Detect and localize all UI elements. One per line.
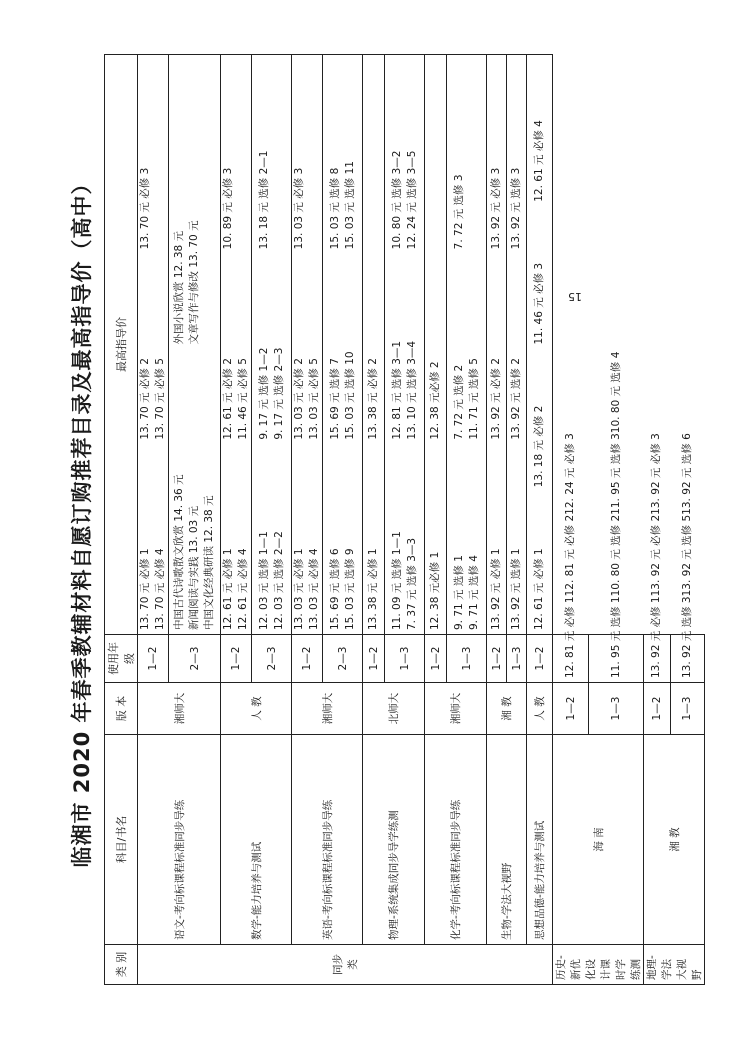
grade-range: 2—3 — [323, 635, 363, 683]
price-entry: 13. 10 元 选修 3—4 — [405, 340, 418, 440]
price-entry: 11. 46 元 必修 3 — [533, 262, 545, 345]
price-entry: 13. 92 元 选修 6 — [680, 433, 693, 515]
price-cell — [487, 55, 507, 635]
header-type: 类 别 — [105, 945, 138, 985]
page-title: 临湘市 2020 年春季教辅材料自愿订购推荐目录及最高指导价（高中） — [70, 172, 94, 868]
price-entry — [153, 59, 168, 249]
price-entry: 13. 92 元 必修 2 — [650, 514, 663, 597]
grade-range: 1—3 — [447, 635, 487, 683]
book-title: 地理-学法大视野 — [644, 945, 705, 985]
grade-range: 1—2 — [221, 635, 252, 683]
price-line — [172, 59, 187, 630]
price-entry: 13. 92 元 必修 1 — [650, 596, 663, 678]
price-line — [563, 433, 578, 678]
price-entry: 12. 61 元 必修 1 — [222, 548, 234, 630]
price-line — [221, 59, 236, 630]
grade-range: 1—2 — [487, 635, 507, 683]
price-entry — [307, 59, 322, 249]
price-cell — [447, 55, 487, 635]
price-cell — [138, 55, 169, 635]
price-line — [257, 59, 272, 630]
price-entry: 13. 38 元 必修 1 — [367, 548, 379, 630]
book-title: 思想品德-能力培养与测试 — [527, 735, 553, 945]
table-row — [292, 55, 323, 985]
table-row — [221, 55, 252, 985]
price-entry: 15. 03 元 选修 9 — [343, 548, 356, 630]
price-entry — [366, 59, 381, 249]
price-line — [272, 59, 287, 630]
price-cell — [169, 55, 221, 635]
page-number: 15 — [568, 290, 582, 303]
price-entry: 12. 61 元 必修 4 — [237, 548, 249, 630]
grade-range: 1—2 — [292, 635, 323, 683]
header-price: 最高指导价 — [105, 55, 138, 635]
price-line — [609, 351, 624, 678]
book-title: 语文-考向标课程标准同步导练 — [138, 735, 221, 945]
price-entry: 7. 72 元 选修 2 — [452, 364, 465, 440]
price-entry — [467, 59, 482, 249]
price-line — [405, 59, 420, 630]
header-version: 版 本 — [105, 683, 138, 735]
catalog-table — [104, 54, 705, 985]
grade-range: 1—3 — [670, 683, 704, 735]
price-entry: 11. 95 元 选修 3 — [609, 433, 622, 515]
price-entry: 15. 03 元 选修 10 — [343, 351, 356, 440]
price-entry: 13. 92 元 选修 2 — [510, 358, 522, 440]
price-entry: 13. 03 元 必修 1 — [293, 548, 305, 630]
price-entry — [428, 59, 443, 249]
price-line — [649, 433, 664, 678]
price-entry: 中国古代诗歌散文欣赏 14. 36 元 — [173, 474, 185, 630]
price-entry: 13. 92 元 选修 3 — [510, 167, 522, 250]
book-title: 生物-学法大视野 — [487, 735, 527, 945]
table-row — [553, 55, 589, 985]
price-line — [236, 59, 251, 630]
price-entry: 13. 38 元 必修 2 — [367, 358, 379, 440]
grade-range: 1—2 — [138, 635, 169, 683]
price-entry: 11. 95 元 选修 1 — [609, 596, 622, 678]
price-line — [328, 59, 343, 630]
price-line — [467, 59, 482, 630]
price-line — [292, 59, 307, 630]
publisher-version: 海 南 — [553, 735, 644, 945]
price-entry: 11. 09 元 选修 1—1 — [390, 531, 403, 630]
price-line — [509, 59, 524, 630]
grade-range: 2—3 — [252, 635, 292, 683]
price-entry: 15. 03 元 选修 11 — [343, 161, 356, 250]
price-line — [366, 59, 381, 630]
price-entry: 12. 81 元 必修 1 — [564, 596, 577, 678]
price-entry: 13. 70 元 必修 1 — [139, 548, 151, 630]
grade-range: 1—2 — [527, 635, 553, 683]
price-entry: 中国文化经典研读 12. 38 元 — [203, 495, 215, 630]
price-entry: 12. 38 元必修 2 — [429, 361, 441, 440]
price-cell — [589, 351, 644, 683]
price-entry — [236, 59, 251, 249]
price-line — [428, 59, 443, 630]
price-entry: 13. 92 元 必修 3 — [490, 167, 502, 250]
price-entry: 外国小说欣赏 12. 38 元 — [173, 230, 185, 345]
grade-range: 1—2 — [425, 635, 447, 683]
price-cell — [323, 55, 363, 635]
price-entry: 12. 03 元 选修 1—1 — [257, 531, 270, 630]
table-row — [425, 55, 447, 985]
publisher-version: 湘师大 — [292, 683, 363, 735]
price-cell — [670, 433, 704, 683]
book-title: 化学-考向标课程标准同步导练 — [425, 735, 487, 945]
price-entry: 13. 92 元 必修 1 — [490, 548, 502, 630]
publisher-version: 北师大 — [363, 683, 425, 735]
price-entry: 12. 38 元必修 1 — [429, 551, 441, 630]
price-entry: 12. 81 元 选修 3—1 — [390, 340, 403, 440]
table-row — [527, 55, 553, 985]
grade-range: 1—3 — [589, 683, 644, 735]
price-entry: 13. 70 元 必修 5 — [154, 358, 166, 440]
price-entry: 7. 37 元 选修 3—3 — [405, 537, 418, 630]
price-cell — [292, 55, 323, 635]
price-entry — [202, 59, 217, 345]
price-entry: 10. 80 元 选修 2 — [609, 514, 622, 597]
price-line — [532, 59, 547, 630]
table-row — [363, 55, 385, 985]
price-entry: 13. 92 元 必修 2 — [490, 358, 502, 440]
table-body — [138, 55, 705, 985]
price-entry: 13. 70 元 必修 4 — [154, 548, 166, 630]
table-row — [138, 55, 169, 985]
price-entry: 12. 03 元 选修 2—2 — [272, 531, 285, 630]
price-cell — [363, 55, 385, 635]
grade-range: 1—3 — [507, 635, 527, 683]
price-line — [343, 59, 358, 630]
grade-range: 1—2 — [644, 683, 671, 735]
price-entry: 文章写作与修改 13. 70 元 — [188, 220, 200, 345]
price-entry: 13. 03 元 必修 5 — [308, 358, 320, 440]
price-entry: 13. 18 元 必修 2 — [533, 405, 545, 488]
price-entry: 13. 92 元 选修 5 — [680, 514, 693, 597]
price-entry: 新闻阅读与实践 13. 03 元 — [188, 505, 200, 630]
price-entry: 9. 71 元 选修 1 — [452, 555, 465, 630]
price-line — [680, 433, 695, 678]
publisher-version: 人 教 — [527, 683, 553, 735]
price-cell — [553, 433, 589, 683]
price-entry: 13. 18 元 选修 2—1 — [257, 150, 270, 250]
price-entry: 11. 71 元 选修 5 — [467, 358, 480, 440]
grade-range: 1—2 — [553, 683, 589, 735]
price-entry: 13. 03 元 必修 4 — [308, 548, 320, 630]
price-entry: 15. 69 元 选修 6 — [328, 548, 341, 630]
price-entry: 13. 03 元 必修 2 — [293, 358, 305, 440]
price-entry: 10. 80 元 选修 4 — [609, 351, 622, 434]
price-entry: 12. 24 元 选修 3—5 — [405, 150, 418, 250]
book-title: 历史-新优化设计课时学练测 — [553, 945, 644, 985]
price-line — [202, 59, 217, 630]
price-entry: 13. 70 元 必修 3 — [139, 167, 151, 250]
price-entry: 7. 72 元 选修 3 — [452, 174, 465, 250]
book-title: 物理-系统集成同步导学练测 — [363, 735, 425, 945]
grade-range: 1—3 — [385, 635, 425, 683]
price-entry: 13. 70 元 必修 2 — [139, 358, 151, 440]
publisher-version: 湘 教 — [644, 735, 705, 945]
header-book: 科目/书名 — [105, 735, 138, 945]
price-entry: 12. 61 元 必修 4 — [533, 120, 545, 202]
price-entry: 12. 81 元 必修 2 — [564, 514, 577, 597]
publisher-version: 湘 教 — [487, 683, 527, 735]
book-title: 英语-考向标课程标准同步导练 — [292, 735, 363, 945]
price-entry: 9. 17 元 选修 1—2 — [257, 347, 270, 440]
price-cell — [425, 55, 447, 635]
price-entry: 13. 92 元 选修 1 — [510, 548, 522, 630]
publisher-version: 人 教 — [221, 683, 292, 735]
price-line — [138, 59, 153, 630]
price-entry: 15. 69 元 选修 7 — [328, 358, 341, 440]
price-entry: 13. 92 元 必修 3 — [650, 433, 663, 515]
price-entry: 9. 71 元 选修 4 — [467, 555, 480, 630]
price-cell — [527, 55, 553, 635]
price-line — [390, 59, 405, 630]
price-line — [452, 59, 467, 630]
table-row — [644, 55, 671, 985]
price-cell — [385, 55, 425, 635]
grade-range: 2—3 — [169, 635, 221, 683]
price-entry: 13. 03 元 必修 3 — [293, 167, 305, 250]
price-entry: 10. 80 元 选修 3—2 — [390, 150, 403, 250]
price-entry: 9. 17 元 选修 2—3 — [272, 347, 285, 440]
price-line — [489, 59, 504, 630]
table-row — [487, 55, 507, 985]
rotated-sheet — [62, 55, 703, 985]
price-entry — [272, 59, 287, 249]
price-line — [307, 59, 322, 630]
price-entry: 12. 61 元 必修 2 — [222, 358, 234, 440]
price-cell — [644, 433, 671, 683]
grade-range: 1—2 — [363, 635, 385, 683]
price-entry: 12. 61 元 必修 1 — [533, 548, 545, 630]
price-cell — [221, 55, 252, 635]
price-entry: 10. 89 元 必修 3 — [222, 167, 234, 250]
publisher-version: 湘师大 — [138, 683, 221, 735]
header-grade: 使用年级 — [105, 635, 138, 683]
price-line — [187, 59, 202, 630]
price-line — [153, 59, 168, 630]
price-cell — [507, 55, 527, 635]
category-cell: 同步类 — [138, 945, 553, 985]
price-cell — [252, 55, 292, 635]
price-entry: 13. 92 元 选修 3 — [680, 596, 693, 678]
price-entry: 11. 46 元 必修 5 — [237, 358, 249, 440]
publisher-version: 湘师大 — [425, 683, 487, 735]
price-entry: 12. 24 元 必修 3 — [564, 433, 577, 515]
price-entry: 15. 03 元 选修 8 — [328, 167, 341, 250]
book-title: 数学-能力培养与测试 — [221, 735, 292, 945]
